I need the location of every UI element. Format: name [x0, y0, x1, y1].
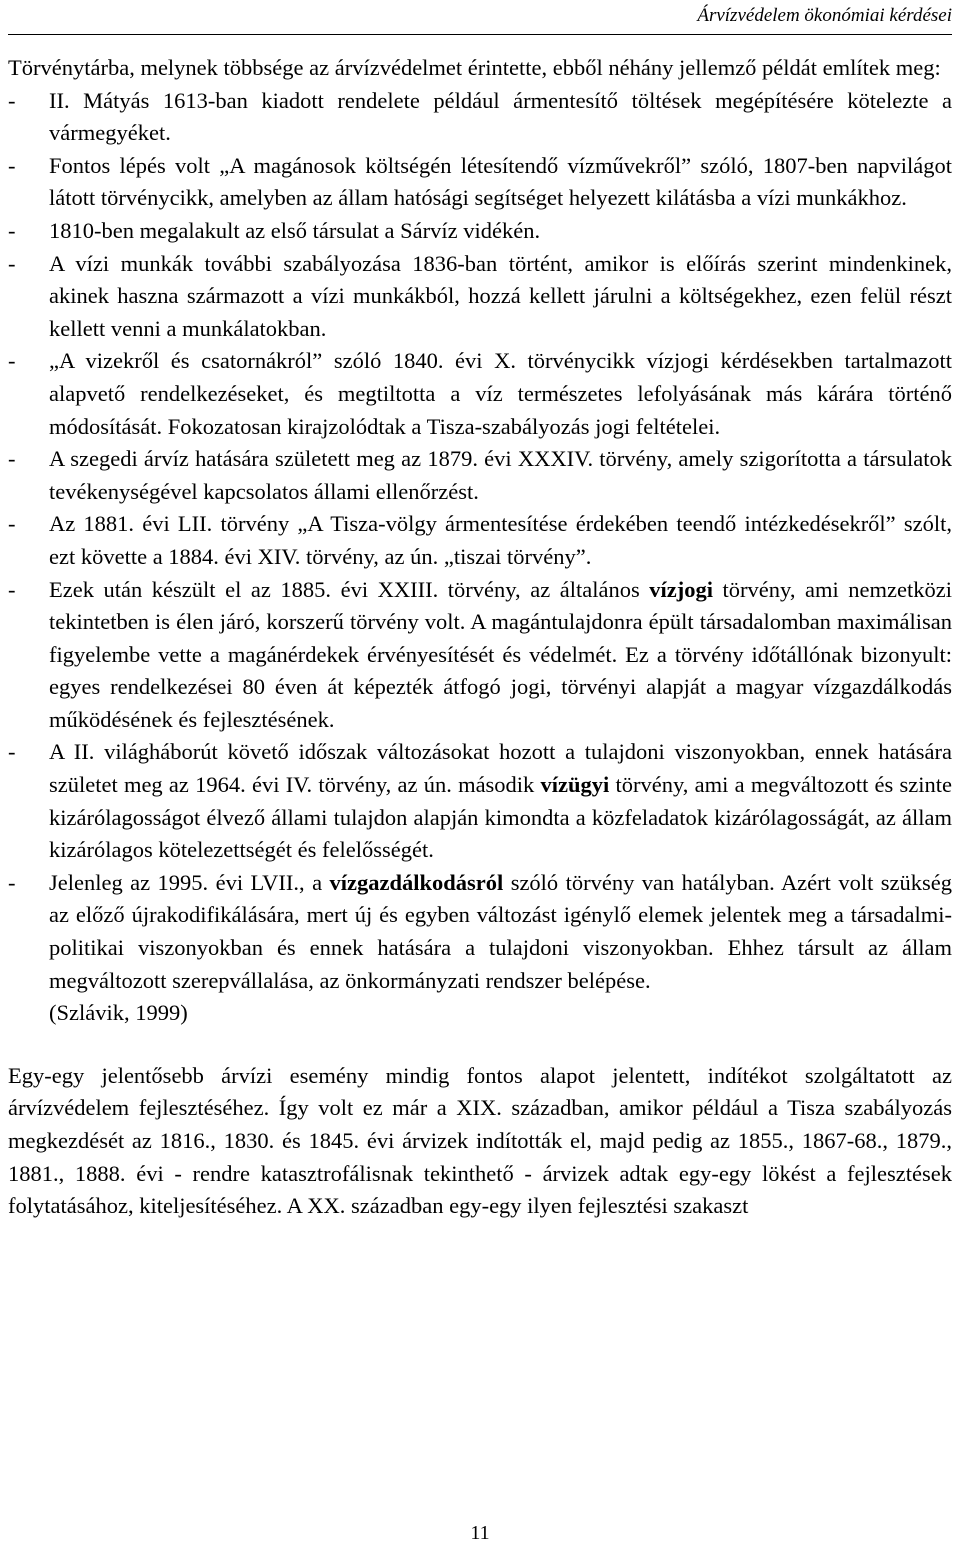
intro-paragraph: Törvénytárba, melynek többsége az árvízvédelmet érintette, ebből néhány jellemző példát említek meg: — [8, 55, 941, 80]
header-rule — [8, 34, 952, 35]
item-text: törvény, ami a megváltozott és szinte kizárólagosságot élvező állami tulajdon alapján kimondta a közfeladatok kizárólagosságát, az állam kizárólagos kötelezettségét és felelősségét. — [49, 772, 952, 863]
item-text: Ezek után készült el az 1885. évi XXIII. törvény, az általános — [49, 576, 650, 602]
list-item — [8, 736, 952, 866]
list-item: - A vízi munkák további szabályozása 1836-ban történt, amikor is előírás szerint mindenkinek, akinek haszna származott a vízi munkákból, hozzá kellett járulni a költségekhez, ezen felül részt kellett venni a munkálatokban. — [8, 248, 952, 346]
item-text: szóló törvény van hatályban. Azért volt szükség az előző újrakodifikálására, mert új és egyben változást igénylő elemek jelentek meg a társadalmi-politikai viszonyokban és ennek hatására a tulajdoni viszonyokban. Ehhez társult az állam megváltozott szerepvállalása, az önkormányzati rendszer belépése. — [49, 869, 952, 993]
item-text: törvény, ami nemzetközi tekintetben is élen járó, korszerű törvény volt. A magántulajdonra épült társadalomban maximálisan figyelembe vette a magánérdekek érvényesítését és védelmét. Ez a törvény időtállónak bizonyult: egyes rendelkezései 80 éven át képezték átfogó jogi, törvényi alapját a magyar vízgazdálkodás működésének és fejlesztésének. — [49, 576, 952, 732]
citation: (Szlávik, 1999) — [49, 1000, 188, 1026]
list-item — [8, 574, 952, 737]
item-text: A II. világháborút követő időszak változásokat hozott a tulajdoni viszonyokban, ennek hatására születet meg az 1964. évi IV. törvény, az ún. második — [49, 739, 952, 798]
body-paragraph: Egy-egy jelentősebb árvízi esemény mindig fontos alapot jelentett, indítékot szolgáltatott az árvízvédelem fejlesztéséhez. Így volt ez már a XIX. században, amikor például a Tisza szabályozás megkezdését az 1816., 1830. és 1845. évi árvizek indították el, majd pedig az 1855., 1867-68., 1879., 1881., 1888. évi - rendre katasztrofálisnak tekinthető - árvizek adtak egy-egy lökést a fejlesztések folytatásához, kiteljesítéséhez. A XX. században egy-egy ilyen fejlesztési szakaszt — [8, 1062, 952, 1219]
list-item: - Fontos lépés volt „A magánosok költségén létesítendő vízművekről” szóló, 1807-ben napvilágot látott törvénycikk, amelyben az állam hatósági segítséget helyezett kilátásba a vízi munkákhoz. — [8, 150, 952, 215]
item-text: Jelenleg az 1995. évi LVII., a — [49, 869, 330, 895]
list-item: - II. Mátyás 1613-ban kiadott rendelete például ármentesítő töltések megépítésére kötelezte a vármegyéket. — [8, 85, 952, 150]
list-item: - Az 1881. évi LII. törvény „A Tisza-völgy ármentesítése érdekében teendő intézkedésekről” szólt, ezt követte a 1884. évi XIV. törvény, az ún. „tiszai törvény”. — [8, 508, 952, 573]
bold-term: vízügyi — [540, 772, 610, 798]
bold-term: vízgazdálkodásról — [329, 869, 504, 895]
page-number: 11 — [470, 1522, 490, 1544]
list-item — [8, 867, 952, 997]
list-item: - 1810-ben megalakult az első társulat a Sárvíz vidékén. — [8, 215, 952, 248]
page-body — [8, 52, 952, 1223]
running-header: Árvízvédelem ökonómiai kérdései — [697, 5, 952, 26]
list-item: - „A vizekről és csatornákról” szóló 1840. évi X. törvénycikk vízjogi kérdésekben tartalmazott alapvető rendelkezéseket, és megtiltotta a víz természetes lefolyásának más kárára történő módosítását. Fokozatosan kirajzolódtak a Tisza-szabályozás jogi feltételei. — [8, 345, 952, 443]
list-item: - A szegedi árvíz hatására született meg az 1879. évi XXXIV. törvény, amely szigorította a társulatok tevékenységével kapcsolatos állami ellenőrzést. — [8, 443, 952, 508]
law-list — [8, 85, 952, 998]
bold-term: vízjogi — [649, 576, 713, 602]
